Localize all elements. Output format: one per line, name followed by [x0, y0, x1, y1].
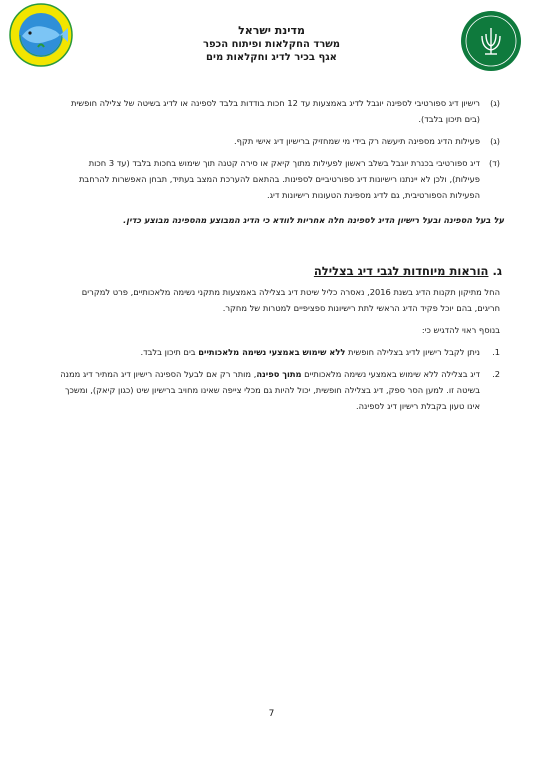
list-item-text-after: , מותר רק אם לבעל הספינה רישיון דיג המתיר דיג ממנה בשיטה זו. למען הסר ספק, דיג בצלילה חופשית, יכול להיות גם מכלי צייפה שאינו מחויב ברישיון שיט (כגון קיאק), ומשכך אינו טעון בקבלת רישיון דיג לספינה.	[60, 369, 480, 411]
ministry-title: משרד החקלאות ופיתוח הכפר	[202, 39, 341, 50]
list-item-text: פעילות הדיג מספינה תיעשה רק בידי מי שמחזיק ברישיון דיג אישי תקף.	[234, 136, 480, 146]
list-marker: 2.	[492, 369, 500, 379]
ministry-logo	[460, 10, 522, 72]
state-title: מדינת ישראל	[238, 24, 305, 37]
list-marker: (ג)	[490, 136, 500, 146]
section-body	[60, 284, 500, 414]
section-number: ג.	[492, 264, 502, 278]
page-header	[0, 0, 543, 80]
list-item-text: דיג בצלילה ללא שימוש באמצעי נשימה מלאכותיים	[301, 369, 480, 379]
section-title: הוראות מיוחדות לגבי דיג בצלילה	[313, 264, 489, 278]
list-item	[60, 155, 500, 203]
list-item-text-after: בים תיכון בלבד.	[140, 347, 199, 357]
list-item-bold: מתוך ספינה	[256, 369, 302, 379]
list-item-text: רישיון דיג ספורטיבי לספינה יוגבל לדיג באמצעות עד 12 חכות בודדות בלבד לספינה או לדיג בשיטה של צלילה חופשית (בים תיכון בלבד).	[70, 98, 480, 124]
list-item-bold: ללא שימוש באמצעי נשימה מלאכותיים	[198, 347, 346, 357]
list-item-text: דיג ספורטיבי בכנרת יוגבל בשלב ראשון לפעילות מתוך קיאק או סירה קטנה תוך שימוש בחכות בלבד (עד 3 חכות פעילות), ולכן לא יינתנו רישיונות דיג ספורטיביים לספינות. בהתאם להערכת המצב בעתיד, תבחן האפשרות להרחבת הפעילות הספורטיבית, גם לדיג מספינת הטעונות רישיונות דיג.	[78, 158, 480, 200]
list-item	[60, 133, 500, 149]
top-items	[60, 95, 500, 203]
list-marker: (ג)	[490, 98, 500, 108]
section-heading	[280, 264, 502, 278]
emphasis-line: בנוסף ראוי להדגיש כי:	[421, 325, 500, 335]
page-number: 7	[268, 709, 275, 719]
list-item	[60, 95, 500, 127]
list-marker: (ד)	[488, 158, 500, 168]
list-item	[60, 366, 500, 414]
department-title: אגף בכיר לדיג וחקלאות מים	[206, 52, 337, 63]
section-intro: החל מתיקון תקנות הדיג בשנת 2016, נאסרה כליל שיטת דיג בצלילה באמצעות מתקני נשימה מלאכותיים, פרט למקרים חריגים, בהם יוכל פקיד הדיג הראשי לתת רישיונות ספציפיים למטרות של מחקר.	[81, 287, 500, 313]
warning-note: על בעל הספינה ובעל רישיון הדיג לספינה חלה אחריות לוודא כי הדיג המבוצע מהספינה מבוצע כדין.	[123, 215, 504, 225]
list-item	[60, 344, 500, 360]
list-item-text: ניתן לקבל רישיון לדיג בצלילה חופשית	[345, 347, 480, 357]
list-marker: 1.	[492, 347, 500, 357]
